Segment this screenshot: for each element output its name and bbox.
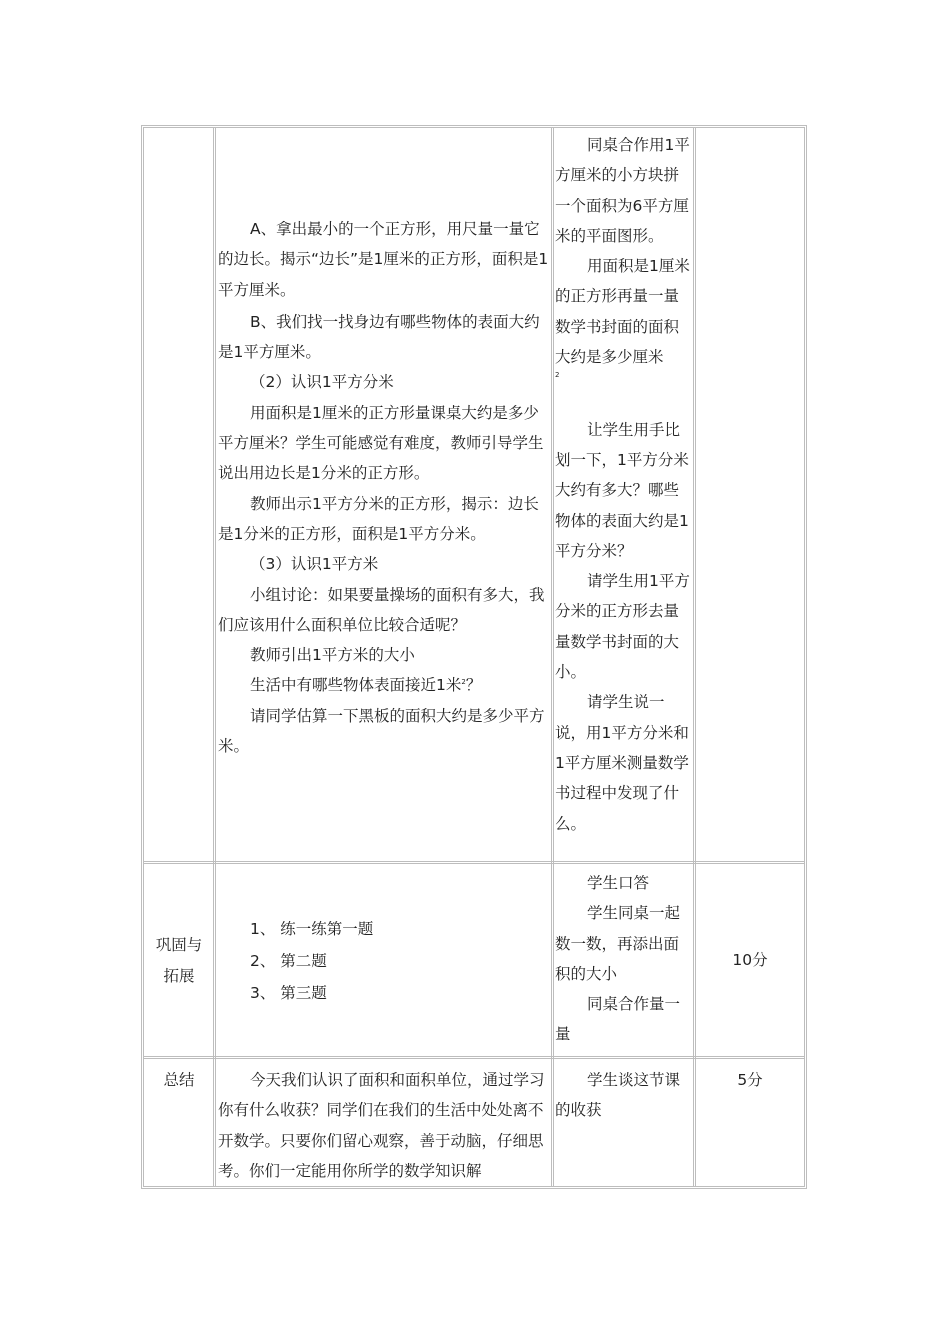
col-divider-3: [693, 127, 696, 1187]
row3-time: 5分: [737, 1071, 763, 1089]
row1-question-mark: ？: [465, 676, 482, 695]
row1-heading-3: （3）认识1平方米: [250, 555, 379, 574]
row3-content: 今天我们认识了面积和面积单位，通过学习你有什么收获？同学们在我们的生活中处处离不开数学。只要你们留心观察，善于动脑，仔细思考。你们一定能用你所学的数学知识解: [218, 1071, 545, 1180]
row3-content-cell: [218, 1065, 552, 1186]
row2-student-2: 同桌合作量一量: [555, 995, 681, 1044]
row1-para-d: 教师出示1平方分米的正方形，揭示：边长是1分米的正方形，面积是1平方分米。: [218, 494, 539, 543]
row1-student-1: [555, 251, 691, 402]
row1-para-e: 小组讨论：如果要量操场的面积有多大，我们应该用什么面积单位比较合适呢？: [218, 585, 545, 634]
row1-heading-2: （2）认识1平方分米: [250, 373, 394, 392]
row2-stage: 巩固与拓展: [155, 936, 203, 985]
row1-student-2: 让学生用手比划一下，1平方分米大约有多大？哪些物体的表面大约是1平方分米？: [555, 420, 689, 560]
row2-stage-cell: [150, 930, 208, 992]
row1-para-f: 教师引出1平方米的大小: [250, 646, 415, 665]
row1-para-a: A、拿出最小的一个正方形，用尺量一量它的边长。揭示“边长”是1厘米的正方形，面积是1平方厘米。: [218, 220, 549, 299]
row2-student-0: 学生口答: [587, 874, 650, 892]
row1-sup: 2: [461, 678, 466, 687]
row1-para-g: [218, 670, 552, 700]
row-divider-1: [143, 861, 805, 864]
row3-student: 学生谈这节课的收获: [555, 1071, 681, 1120]
row1-para-c: 用面积是1厘米的正方形量课桌大约是多少平方厘米？学生可能感觉有难度，教师引导学生说出用边长是1分米的正方形。: [218, 403, 544, 483]
row1-student-4: 请学生说一说，用1平方分米和1平方厘米测量数学书过程中发现了什么。: [555, 693, 689, 833]
col-divider-1: [213, 127, 216, 1187]
row-divider-2: [143, 1056, 805, 1059]
row2-time-cell: [698, 945, 802, 975]
row1-para-b: B、我们找一找身边有哪些物体的表面大约是1平方厘米。: [218, 312, 540, 362]
row3-stage: 总结: [163, 1071, 195, 1089]
row1-student-3: 请学生用1平方分米的正方形去量量数学书封面的大小。: [555, 572, 690, 682]
row2-item-3: 3、 第三题: [250, 984, 327, 1002]
row1-student-cell: [555, 130, 691, 839]
row1-student-1-text: 用面积是1厘米的正方形再量一量数学书封面的面积大约是多少厘米: [555, 257, 690, 367]
row2-item-1: 1、 练一练第一题: [250, 920, 374, 938]
row3-student-cell: [555, 1065, 691, 1126]
row2-time: 10分: [732, 951, 768, 969]
row1-student-0: 同桌合作用1平方厘米的小方块拼一个面积为6平方厘米的平面图形。: [555, 136, 690, 245]
row3-time-cell: [698, 1065, 802, 1095]
row3-stage-cell: [150, 1065, 208, 1095]
row1-student-sup: 2: [555, 371, 560, 380]
row1-para-h: 请同学估算一下黑板的面积大约是多少平方米。: [218, 706, 545, 756]
row2-student-1: 学生同桌一起数一数，再添出面积的大小: [555, 904, 681, 983]
row2-content-cell: [250, 913, 540, 1009]
row2-item-2: 2、 第二题: [250, 952, 327, 970]
row2-student-cell: [555, 868, 691, 1050]
row1-para-g-text: 生活中有哪些物体表面接近1米: [250, 676, 462, 695]
row1-content-cell: [218, 214, 552, 761]
